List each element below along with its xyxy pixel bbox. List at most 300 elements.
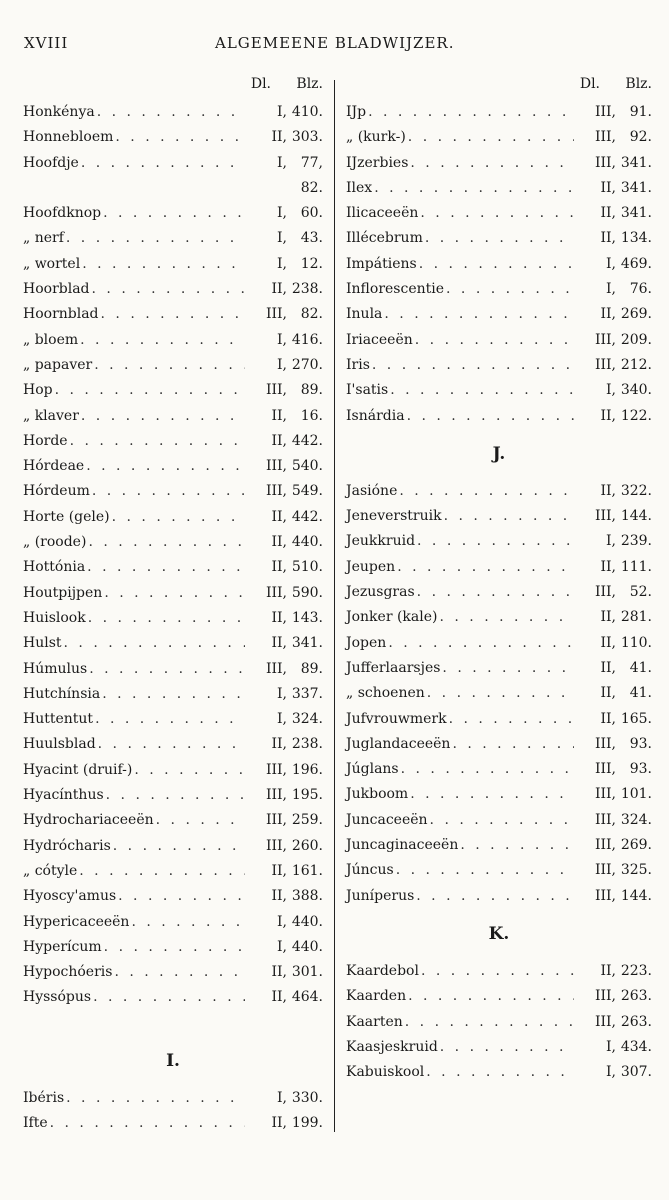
entry-page: 322. [620, 482, 652, 499]
entry-name: Hypochóeris [23, 964, 113, 981]
entry-volume: I, [606, 1064, 616, 1081]
entry-page: 307. [620, 1064, 652, 1081]
index-entry [23, 176, 323, 201]
section-letter-i: I. [166, 1050, 180, 1071]
entry-name: „ (roode) [23, 534, 87, 551]
leader-dots [390, 378, 574, 403]
entry-page: 325. [620, 862, 652, 879]
leader-dots [416, 884, 574, 909]
leader-dots [419, 252, 574, 277]
entry-page: 110. [620, 634, 652, 651]
entry-page: 196. [291, 761, 323, 778]
entry-volume: II, [271, 534, 287, 551]
entry-name: „ cótyle [23, 862, 78, 879]
entry-page: 440. [291, 913, 323, 930]
entry-volume: III, [594, 584, 616, 601]
index-entry [23, 151, 323, 176]
leader-dots [70, 429, 245, 454]
leader-dots [449, 707, 574, 732]
entry-name: Juglandaceeën [346, 735, 451, 752]
index-entry [23, 505, 323, 530]
entry-name: Kaasjeskruid [346, 1038, 438, 1055]
leader-dots [134, 758, 245, 783]
leader-dots [114, 960, 245, 985]
entry-page: 89. [300, 382, 323, 399]
index-entry [346, 226, 652, 251]
leader-dots [427, 681, 574, 706]
index-entry [23, 884, 323, 909]
leader-dots [396, 858, 574, 883]
leader-dots [89, 657, 245, 682]
index-entry [346, 277, 652, 302]
entry-name: Juncaceeën [346, 811, 428, 828]
index-entry [23, 100, 323, 125]
entry-volume: III, [265, 306, 287, 323]
entry-volume: II, [271, 129, 287, 146]
leader-dots [81, 404, 245, 429]
leader-dots [417, 580, 574, 605]
entry-page: 540. [291, 458, 323, 475]
entry-page: 165. [620, 710, 652, 727]
leader-dots [421, 959, 574, 984]
leader-dots [64, 631, 245, 656]
entry-name: Hop [23, 382, 53, 399]
leader-dots [410, 782, 574, 807]
entry-name: „ bloem [23, 331, 79, 348]
entry-page: 590. [291, 584, 323, 601]
leader-dots [452, 732, 574, 757]
index-entry [346, 959, 652, 984]
entry-page: 440. [291, 938, 323, 955]
entry-volume: II, [600, 205, 616, 222]
entry-page: 442. [291, 508, 323, 525]
index-entry [23, 530, 323, 555]
leader-dots [101, 302, 245, 327]
leader-dots [156, 808, 245, 833]
index-entry [346, 302, 652, 327]
entry-name: Iriaceeën [346, 331, 413, 348]
entry-volume: III, [594, 761, 616, 778]
leader-dots [374, 176, 574, 201]
leader-dots [82, 252, 245, 277]
entry-volume: II, [600, 230, 616, 247]
entry-volume: I, [277, 205, 287, 222]
entry-name: Kaardebol [346, 962, 419, 979]
index-entry [346, 681, 652, 706]
page-header: Blz. [625, 76, 652, 92]
entry-volume: I, [277, 104, 287, 120]
leader-dots [80, 328, 245, 353]
entry-page: 161. [291, 862, 323, 879]
entry-volume: I, [277, 685, 287, 702]
index-entry [346, 176, 652, 201]
entry-volume: III, [594, 735, 616, 752]
index-entry [23, 960, 323, 985]
entry-volume: III, [265, 837, 287, 854]
entry-name: „ papaver [23, 356, 93, 373]
leader-dots [440, 1035, 574, 1060]
entry-volume: II, [271, 888, 287, 905]
index-entry [346, 580, 652, 605]
entry-volume: I, [606, 382, 616, 399]
right-entry-list [346, 100, 652, 429]
entry-page: 263. [620, 1013, 652, 1030]
entry-name: Ilex [346, 179, 373, 196]
entry-volume: I, [606, 281, 616, 298]
entry-page: 260. [291, 837, 323, 854]
entry-page: 337. [291, 685, 323, 702]
entry-page: 93. [629, 761, 652, 778]
entry-page: 122. [620, 407, 652, 424]
entry-name: I'satis [346, 382, 389, 399]
left-entry-list [23, 100, 323, 1011]
entry-volume: II, [600, 609, 616, 626]
leader-dots [112, 505, 245, 530]
entry-page: 199. [291, 1115, 323, 1132]
entry-name: Horde [23, 432, 68, 449]
leader-dots [104, 581, 245, 606]
leader-dots [103, 201, 245, 226]
entry-page: 76. [629, 281, 652, 298]
index-entry [23, 201, 323, 226]
entry-page: 43. [300, 230, 323, 247]
index-entry [23, 404, 323, 429]
entry-page: 341. [620, 179, 652, 196]
leader-dots [460, 833, 574, 858]
page-title: ALGEMEENE BLADWIJZER. [215, 34, 455, 52]
entry-volume: III, [265, 787, 287, 804]
index-entry [23, 1086, 323, 1111]
entry-page: 270. [291, 356, 323, 373]
entry-name: Kaarten [346, 1013, 403, 1030]
entry-name: Illécebrum [346, 230, 423, 247]
leader-dots [55, 378, 245, 403]
entry-page: 212. [620, 356, 652, 373]
entry-page: 134. [620, 230, 652, 247]
entry-name: Houtpijpen [23, 584, 103, 601]
entry-volume: I, [277, 230, 287, 247]
entry-page: 510. [291, 559, 323, 576]
entry-name: IJp [346, 104, 367, 120]
entry-volume: I, [277, 331, 287, 348]
leader-dots [425, 226, 574, 251]
entry-volume: III, [265, 483, 287, 500]
entry-page: 82. [300, 306, 323, 323]
index-entry [23, 682, 323, 707]
entry-name: Impátiens [346, 255, 417, 272]
right-entry-list-k [346, 959, 652, 1085]
entry-name: Hydrochariaceeën [23, 812, 154, 829]
entry-name: Júncus [346, 862, 394, 879]
entry-name: Hydrócharis [23, 837, 111, 854]
entry-page: 303. [291, 129, 323, 146]
leader-dots [92, 479, 245, 504]
index-entry [346, 808, 652, 833]
leader-dots [87, 555, 245, 580]
entry-page: 41. [629, 659, 652, 676]
entry-name: Hoofdknop [23, 205, 102, 222]
leader-dots [93, 985, 245, 1010]
entry-page: 93. [629, 735, 652, 752]
index-entry [23, 732, 323, 757]
entry-page: 341. [620, 154, 652, 171]
entry-name: Iris [346, 356, 370, 373]
entry-name: Juncaginaceeën [346, 837, 459, 854]
entry-name: Isnárdia [346, 407, 405, 424]
entry-volume: III, [594, 811, 616, 828]
leader-dots [384, 302, 574, 327]
index-entry [346, 1010, 652, 1035]
entry-page: 330. [291, 1089, 323, 1106]
leader-dots [410, 151, 574, 176]
entry-volume: I, [606, 1038, 616, 1055]
entry-volume: II, [271, 862, 287, 879]
entry-page: 41. [629, 685, 652, 702]
entry-name: Hulst [23, 635, 62, 652]
entry-volume: I, [277, 913, 287, 930]
index-entry [346, 404, 652, 429]
entry-name: Hórdeae [23, 458, 85, 475]
entry-page: 144. [620, 887, 652, 904]
entry-volume: II, [600, 659, 616, 676]
index-entry [23, 834, 323, 859]
entry-volume: III, [265, 458, 287, 475]
entry-page: 416. [291, 331, 323, 348]
index-entry [346, 529, 652, 554]
right-entry-list-j [346, 479, 652, 909]
section-letter-j: J. [492, 443, 506, 464]
index-entry [23, 859, 323, 884]
index-entry [23, 606, 323, 631]
index-entry [346, 353, 652, 378]
index-entry [346, 732, 652, 757]
index-entry [346, 1060, 652, 1085]
entry-name: Inula [346, 306, 383, 323]
entry-name: Jeneverstruik [346, 508, 442, 525]
entry-page: 12. [300, 255, 323, 272]
entry-name: Jeupen [346, 558, 396, 575]
entry-page: 269. [620, 837, 652, 854]
volume-header: Dl. [250, 76, 271, 92]
index-entry [23, 985, 323, 1010]
leader-dots [95, 707, 245, 732]
entry-page: 341. [620, 205, 652, 222]
index-entry [346, 984, 652, 1009]
index-entry [346, 884, 652, 909]
index-entry [346, 378, 652, 403]
index-entry [23, 657, 323, 682]
entry-page: 238. [291, 736, 323, 753]
entry-name: Horte (gele) [23, 508, 110, 525]
entry-volume: III, [594, 786, 616, 803]
leader-dots [388, 631, 574, 656]
entry-page: 111. [620, 558, 652, 575]
leader-dots [66, 226, 245, 251]
index-entry [23, 125, 323, 150]
entry-name: Honnebloem [23, 129, 114, 146]
leader-dots [50, 1111, 245, 1136]
entry-volume: II, [271, 407, 287, 424]
index-entry [346, 858, 652, 883]
volume-header: Dl. [579, 76, 600, 92]
entry-name: Hyacínthus [23, 787, 104, 804]
entry-page: 469. [620, 255, 652, 272]
entry-page: 52. [629, 584, 652, 601]
entry-volume: III, [265, 382, 287, 399]
section-letter-k: K. [488, 923, 510, 944]
leader-dots [92, 277, 245, 302]
entry-name: Hórdeum [23, 483, 90, 500]
leader-dots [79, 859, 245, 884]
leader-dots [106, 783, 245, 808]
entry-page: 239. [620, 533, 652, 550]
entry-volume: I, [277, 1089, 287, 1106]
entry-name: Hyperícum [23, 938, 102, 955]
entry-name: „ wortel [23, 255, 81, 272]
entry-page: 92. [629, 129, 652, 146]
entry-volume: I, [277, 356, 287, 373]
entry-volume: I, [606, 533, 616, 550]
leader-dots [397, 555, 574, 580]
entry-page: 91. [629, 104, 652, 120]
entry-volume: II, [600, 685, 616, 702]
entry-page: 388. [291, 888, 323, 905]
entry-volume: II, [271, 559, 287, 576]
entry-name: Júglans [346, 761, 399, 778]
entry-volume: III, [265, 660, 287, 677]
leader-dots [430, 808, 574, 833]
entry-volume: III, [594, 154, 616, 171]
leader-dots [102, 682, 245, 707]
entry-volume: II, [271, 989, 287, 1006]
index-entry [346, 328, 652, 353]
index-entry [346, 631, 652, 656]
leader-dots [442, 656, 574, 681]
entry-name: Hutchínsia [23, 685, 101, 702]
entry-page: 209. [620, 331, 652, 348]
index-entry [346, 656, 652, 681]
entry-name: Jasióne [346, 482, 398, 499]
entry-page: 281. [620, 609, 652, 626]
index-entry [23, 555, 323, 580]
entry-page: 324. [291, 711, 323, 728]
entry-volume: I, [277, 938, 287, 955]
entry-volume: III, [594, 837, 616, 854]
entry-name: Jufferlaarsjes [346, 659, 441, 676]
entry-volume: III, [594, 988, 616, 1005]
page-header: Blz. [296, 76, 323, 92]
right-column [346, 74, 652, 1085]
index-entry [23, 378, 323, 403]
entry-volume: III, [594, 356, 616, 373]
entry-name: Jukboom [346, 786, 409, 803]
index-entry [23, 808, 323, 833]
entry-page: 442. [291, 432, 323, 449]
entry-page: 77, [300, 154, 323, 171]
spacer [23, 1011, 323, 1036]
entry-page: 324. [620, 811, 652, 828]
leader-dots [446, 277, 574, 302]
entry-name: Jonker (kale) [346, 609, 438, 626]
index-entry [346, 757, 652, 782]
entry-page: 82. [300, 179, 323, 196]
entry-volume: III, [265, 812, 287, 829]
leader-dots [401, 757, 574, 782]
index-entry [23, 1111, 323, 1136]
entry-page: 195. [291, 787, 323, 804]
entry-name: Jufvrouwmerk [346, 710, 447, 727]
entry-name: Juníperus [346, 887, 415, 904]
entry-volume: III, [594, 887, 616, 904]
index-entry [346, 1035, 652, 1060]
index-entry [23, 783, 323, 808]
leader-dots [113, 834, 245, 859]
leader-dots [444, 504, 574, 529]
entry-volume: II, [271, 432, 287, 449]
page-number: XVIII [24, 34, 69, 52]
index-entry [23, 631, 323, 656]
entry-volume: II, [600, 407, 616, 424]
leader-dots [399, 479, 574, 504]
index-entry [346, 707, 652, 732]
leader-dots [115, 125, 245, 150]
entry-name: Jopen [346, 634, 387, 651]
entry-volume: II, [271, 508, 287, 525]
entry-name: Kaarden [346, 988, 407, 1005]
entry-name: Hypericaceeën [23, 913, 130, 930]
entry-page: 16. [300, 407, 323, 424]
entry-name: Kabuiskool [346, 1064, 425, 1081]
index-entry [346, 782, 652, 807]
entry-name: IJzerbies [346, 154, 409, 171]
entry-name: Ilicaceeën [346, 205, 419, 222]
entry-name: Huulsblad [23, 736, 96, 753]
entry-name: Honkénya [23, 104, 95, 120]
leader-dots [94, 353, 245, 378]
entry-name: Huttentut [23, 711, 94, 728]
entry-name: „ klaver [23, 407, 79, 424]
leader-dots [81, 151, 245, 176]
entry-volume: III, [594, 508, 616, 525]
right-column-header [346, 74, 652, 100]
entry-name: Huislook [23, 609, 86, 626]
index-entry [23, 353, 323, 378]
entry-volume: I, [277, 711, 287, 728]
leader-dots [408, 125, 574, 150]
entry-name: Hyssópus [23, 989, 92, 1006]
entry-page: 259. [291, 812, 323, 829]
index-entry [346, 833, 652, 858]
entry-name: Hottónia [23, 559, 86, 576]
index-entry [346, 605, 652, 630]
leader-dots [88, 530, 245, 555]
leader-dots [372, 353, 574, 378]
entry-page: 410. [291, 104, 323, 120]
leader-dots [66, 1086, 245, 1111]
leader-dots [405, 1010, 574, 1035]
entry-name: Húmulus [23, 660, 88, 677]
entry-volume: II, [271, 635, 287, 652]
entry-page: 341. [291, 635, 323, 652]
index-entry [23, 581, 323, 606]
index-entry [346, 252, 652, 277]
left-entry-list-i [23, 1086, 323, 1137]
index-entry [23, 479, 323, 504]
entry-volume: III, [265, 761, 287, 778]
entry-volume: III, [594, 1013, 616, 1030]
entry-page: 263. [620, 988, 652, 1005]
entry-page: 238. [291, 281, 323, 298]
